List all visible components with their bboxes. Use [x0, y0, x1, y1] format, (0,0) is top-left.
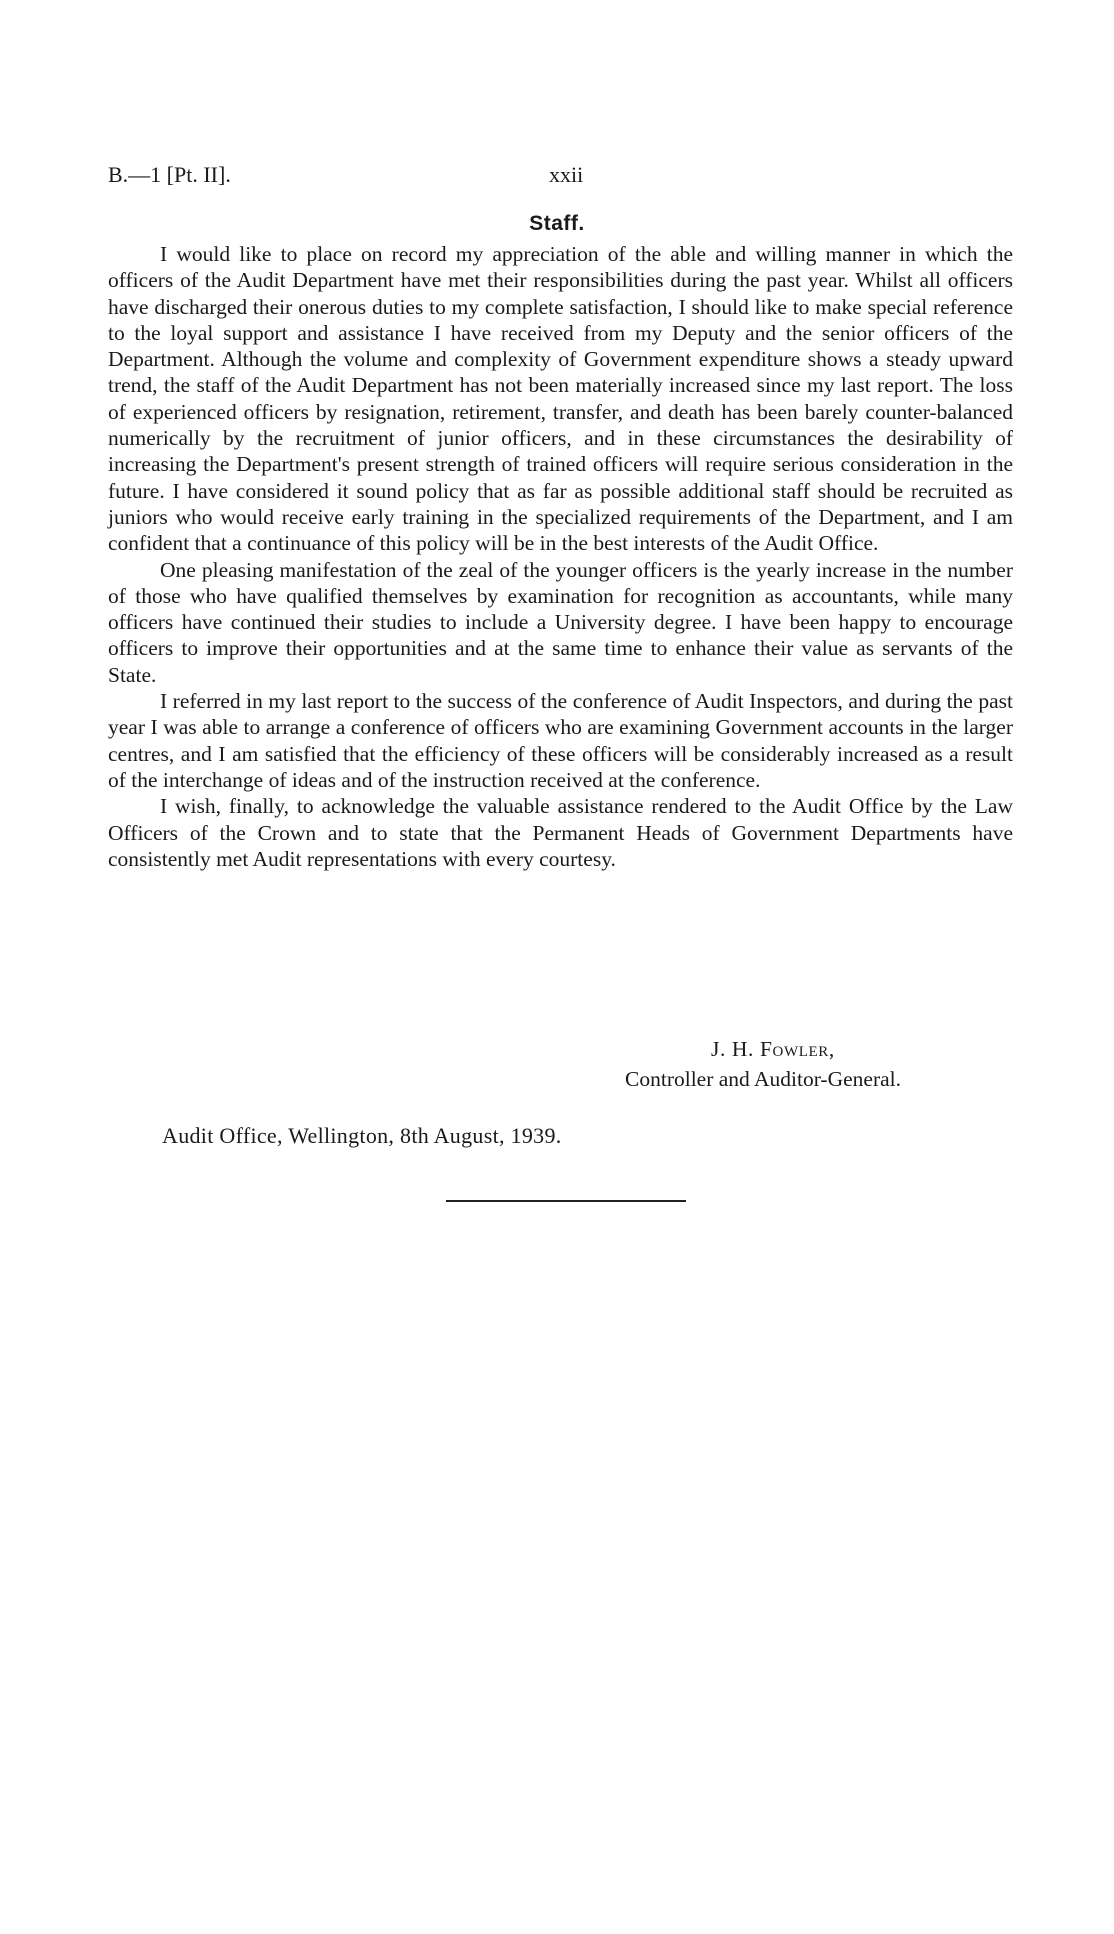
paragraph: I wish, finally, to acknowledge the valuable assistance rendered to the Audit Office by the Law Officers of the Crown and to state that the Permanent Heads of Government Departments have consistently met Audit representations with every courtesy. — [108, 794, 1013, 871]
section-title: Staff. — [529, 212, 585, 235]
paragraph: One pleasing manifestation of the zeal of the younger officers is the yearly increase in the number of those who have qualified themselves by examination for recognition as accountants, while many officers have continued their studies to include a University degree. I have been happy to encourage officers to improve their opportunities and at the same time to enhance their value as servants of the State. — [108, 557, 1013, 687]
page-reference: B.—1 [Pt. II]. — [108, 162, 231, 187]
page-header — [108, 162, 1008, 194]
body-text — [108, 241, 1013, 872]
signature-block — [108, 1036, 1013, 1093]
signatory-name: J. H. Fowler, — [711, 1037, 835, 1061]
paragraph: I referred in my last report to the success of the conference of Audit Inspectors, and during the past year I was able to arrange a conference of officers who are examining Government accounts in the larger centres, and I am satisfied that the efficiency of these officers will be considerably increased as a result of the interchange of ideas and of the instruction received at the conference. — [108, 689, 1013, 792]
paragraph: I would like to place on record my appreciation of the able and willing manner in which the officers of the Audit Department have met their responsibilities during the past year. Whilst all officers have discharged their onerous duties to my complete satisfaction, I should like to make special reference to the loyal support and assistance I have received from my Deputy and the senior officers of the Department. Although the volume and complexity of Government expenditure shows a steady upward trend, the staff of the Audit Department has not been materially increased since my last report. The loss of experienced officers by resignation, retirement, transfer, and death has been barely counter-balanced numerically by the recruitment of junior officers, and in these circumstances the desirability of increasing the Department's present strength of trained officers will require serious consideration in the future. I have considered it sound policy that as far as possible additional staff should be recruited as juniors who would receive early training in the specialized requirements of the Department, and I am confident that a continuance of this policy will be in the best interests of the Audit Office. — [108, 242, 1013, 556]
signatory-title: Controller and Auditor-General. — [625, 1067, 902, 1092]
end-rule — [446, 1200, 686, 1202]
page-number: xxii — [549, 162, 584, 187]
place-and-date: Audit Office, Wellington, 8th August, 1939. — [162, 1123, 562, 1148]
